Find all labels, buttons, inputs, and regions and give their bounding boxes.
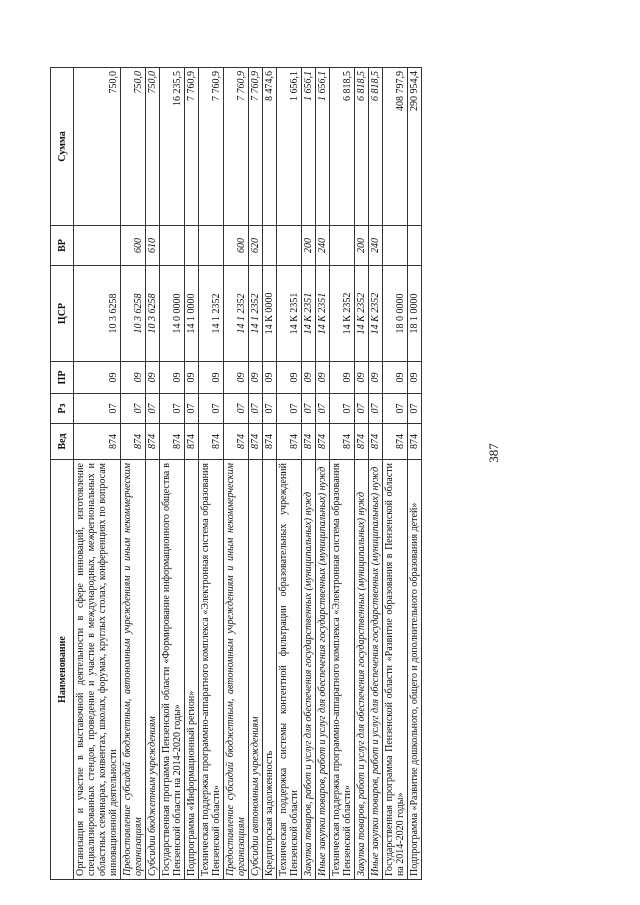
cell-name: Государственная программа Пензенской области «Развитие образования в Пензенской области на 2014-2020 годы» <box>383 460 408 880</box>
cell-csr: 14 К 2351 <box>302 266 316 362</box>
cell-vr <box>277 226 302 266</box>
cell-rz: 07 <box>121 394 146 424</box>
cell-vr <box>263 226 277 266</box>
cell-vr: 620 <box>249 226 263 266</box>
header-ved: Вед <box>51 424 74 460</box>
cell-sum: 7 760,9 <box>185 68 199 226</box>
cell-rz: 07 <box>199 394 224 424</box>
table-row <box>408 68 422 880</box>
cell-sum: 7 760,9 <box>199 68 224 226</box>
cell-ved: 874 <box>74 424 121 460</box>
cell-ved: 874 <box>302 424 316 460</box>
cell-sum: 750,0 <box>146 68 160 226</box>
table-row <box>369 68 383 880</box>
table-row <box>263 68 277 880</box>
cell-vr: 600 <box>224 226 249 266</box>
cell-rz: 07 <box>316 394 330 424</box>
cell-name: Техническая поддержка программно-аппаратного комплекса «Электронная система образования Пензенской области» <box>330 460 355 880</box>
cell-name: Субсидии бюджетным учреждениям <box>146 460 160 880</box>
cell-pr: 09 <box>146 362 160 394</box>
cell-pr: 09 <box>277 362 302 394</box>
cell-sum: 7 760,9 <box>249 68 263 226</box>
cell-pr: 09 <box>330 362 355 394</box>
cell-vr: 200 <box>302 226 316 266</box>
cell-ved: 874 <box>185 424 199 460</box>
cell-pr: 09 <box>199 362 224 394</box>
cell-csr: 14 0 0000 <box>160 266 185 362</box>
cell-vr: 240 <box>316 226 330 266</box>
cell-csr: 14 К 2352 <box>369 266 383 362</box>
cell-pr: 09 <box>302 362 316 394</box>
cell-vr: 610 <box>146 226 160 266</box>
header-sum: Сумма <box>51 68 74 226</box>
cell-ved: 874 <box>408 424 422 460</box>
cell-pr: 09 <box>408 362 422 394</box>
cell-ved: 874 <box>330 424 355 460</box>
cell-rz: 07 <box>369 394 383 424</box>
cell-ved: 874 <box>263 424 277 460</box>
cell-rz: 07 <box>263 394 277 424</box>
header-name: Наименование <box>51 460 74 880</box>
cell-rz: 07 <box>330 394 355 424</box>
cell-name: Подпрограмма «Развитие дошкольного, общего и дополнительного образования детей» <box>408 460 422 880</box>
table-row <box>316 68 330 880</box>
cell-sum: 750,0 <box>74 68 121 226</box>
cell-vr: 200 <box>355 226 369 266</box>
table-row <box>330 68 355 880</box>
cell-csr: 14 1 2352 <box>224 266 249 362</box>
cell-vr: 240 <box>369 226 383 266</box>
cell-ved: 874 <box>146 424 160 460</box>
cell-name: Кредиторская задолженность <box>263 460 277 880</box>
cell-name: Предоставление субсидий бюджетным, автономным учреждениям и иным некоммерческим организациям <box>224 460 249 880</box>
cell-rz: 07 <box>355 394 369 424</box>
cell-pr: 09 <box>160 362 185 394</box>
cell-rz: 07 <box>146 394 160 424</box>
cell-name: Государственная программа Пензенской области «Формирование информационного общества в Пензенской области на 2014-2020 годы» <box>160 460 185 880</box>
cell-sum: 750,0 <box>121 68 146 226</box>
cell-pr: 09 <box>355 362 369 394</box>
cell-sum: 7 760,9 <box>224 68 249 226</box>
header-csr: ЦСР <box>51 266 74 362</box>
table-row <box>277 68 302 880</box>
cell-ved: 874 <box>121 424 146 460</box>
cell-rz: 07 <box>277 394 302 424</box>
rotated-table-area <box>50 68 590 880</box>
cell-csr: 10 3 6258 <box>146 266 160 362</box>
cell-sum: 408 797,9 <box>383 68 408 226</box>
table-row <box>160 68 185 880</box>
cell-vr <box>330 226 355 266</box>
cell-rz: 07 <box>249 394 263 424</box>
cell-pr: 09 <box>224 362 249 394</box>
header-rz: Рз <box>51 394 74 424</box>
cell-ved: 874 <box>277 424 302 460</box>
cell-vr <box>185 226 199 266</box>
cell-ved: 874 <box>249 424 263 460</box>
cell-rz: 07 <box>185 394 199 424</box>
cell-pr: 09 <box>74 362 121 394</box>
cell-rz: 07 <box>224 394 249 424</box>
cell-name: Организация и участие в выставочной деятельности в сфере инноваций, изготовление специализированных стендов, проведение и участие в международных, межрегиональных и областных семинарах, конвентах, школах, форумах, круглых столах, конференциях по вопросам инновационной деятельности <box>74 460 121 880</box>
cell-sum: 6 818,5 <box>369 68 383 226</box>
cell-sum: 1 656,1 <box>302 68 316 226</box>
cell-vr <box>199 226 224 266</box>
table-body <box>74 68 422 880</box>
cell-sum: 1 656,1 <box>316 68 330 226</box>
cell-csr: 10 3 6258 <box>74 266 121 362</box>
cell-ved: 874 <box>316 424 330 460</box>
cell-name: Подпрограмма «Информационный регион» <box>185 460 199 880</box>
cell-pr: 09 <box>249 362 263 394</box>
cell-vr <box>160 226 185 266</box>
cell-name: Техническая поддержка системы контентной фильтрации образовательных учреждений Пензенской области <box>277 460 302 880</box>
cell-rz: 07 <box>302 394 316 424</box>
table-row <box>74 68 121 880</box>
cell-csr: 14 К 2351 <box>316 266 330 362</box>
cell-pr: 09 <box>185 362 199 394</box>
cell-name: Техническая поддержка программно-аппаратного комплекса «Электронная система образования Пензенской области» <box>199 460 224 880</box>
cell-pr: 09 <box>369 362 383 394</box>
table-row <box>355 68 369 880</box>
page-number: 387 <box>486 443 501 463</box>
cell-pr: 09 <box>263 362 277 394</box>
cell-ved: 874 <box>224 424 249 460</box>
table-row <box>249 68 263 880</box>
cell-vr: 600 <box>121 226 146 266</box>
table-row <box>199 68 224 880</box>
table-row <box>146 68 160 880</box>
cell-sum: 6 818,5 <box>355 68 369 226</box>
cell-name: Закупка товаров, работ и услуг для обеспечения государственных (муниципальных) нужд <box>302 460 316 880</box>
cell-csr: 14 1 2352 <box>249 266 263 362</box>
cell-sum: 290 954,4 <box>408 68 422 226</box>
header-pr: ПР <box>51 362 74 394</box>
table-row <box>224 68 249 880</box>
cell-rz: 07 <box>408 394 422 424</box>
cell-sum: 1 656,1 <box>277 68 302 226</box>
cell-ved: 874 <box>160 424 185 460</box>
table-row <box>185 68 199 880</box>
cell-name: Предоставление субсидий бюджетным, автономным учреждениям и иным некоммерческим организациям <box>121 460 146 880</box>
cell-sum: 6 818,5 <box>330 68 355 226</box>
cell-csr: 14 1 0000 <box>185 266 199 362</box>
cell-csr: 14 К 0000 <box>263 266 277 362</box>
cell-name: Иные закупки товаров, работ и услуг для обеспечения государственных (муниципальных) нужд <box>369 460 383 880</box>
cell-pr: 09 <box>316 362 330 394</box>
cell-csr: 18 1 0000 <box>408 266 422 362</box>
cell-sum: 16 235,5 <box>160 68 185 226</box>
cell-csr: 14 1 2352 <box>199 266 224 362</box>
table-row <box>121 68 146 880</box>
cell-csr: 10 3 6258 <box>121 266 146 362</box>
header-vr: ВР <box>51 226 74 266</box>
budget-table <box>50 67 422 880</box>
cell-name: Закупка товаров, работ и услуг для обеспечения государственных (муниципальных) нужд <box>355 460 369 880</box>
cell-ved: 874 <box>355 424 369 460</box>
cell-ved: 874 <box>383 424 408 460</box>
cell-vr <box>74 226 121 266</box>
cell-ved: 874 <box>199 424 224 460</box>
cell-pr: 09 <box>121 362 146 394</box>
cell-csr: 18 0 0000 <box>383 266 408 362</box>
table-row <box>302 68 316 880</box>
table-row <box>383 68 408 880</box>
cell-name: Субсидии автономным учреждениям <box>249 460 263 880</box>
cell-vr <box>383 226 408 266</box>
table-header-row <box>51 68 74 880</box>
cell-csr: 14 К 2352 <box>355 266 369 362</box>
cell-sum: 8 474,6 <box>263 68 277 226</box>
cell-name: Иные закупки товаров, работ и услуг для обеспечения государственных (муниципальных) нужд <box>316 460 330 880</box>
cell-rz: 07 <box>74 394 121 424</box>
cell-rz: 07 <box>160 394 185 424</box>
cell-vr <box>408 226 422 266</box>
cell-csr: 14 К 2352 <box>330 266 355 362</box>
cell-csr: 14 К 2351 <box>277 266 302 362</box>
cell-pr: 09 <box>383 362 408 394</box>
cell-rz: 07 <box>383 394 408 424</box>
cell-ved: 874 <box>369 424 383 460</box>
